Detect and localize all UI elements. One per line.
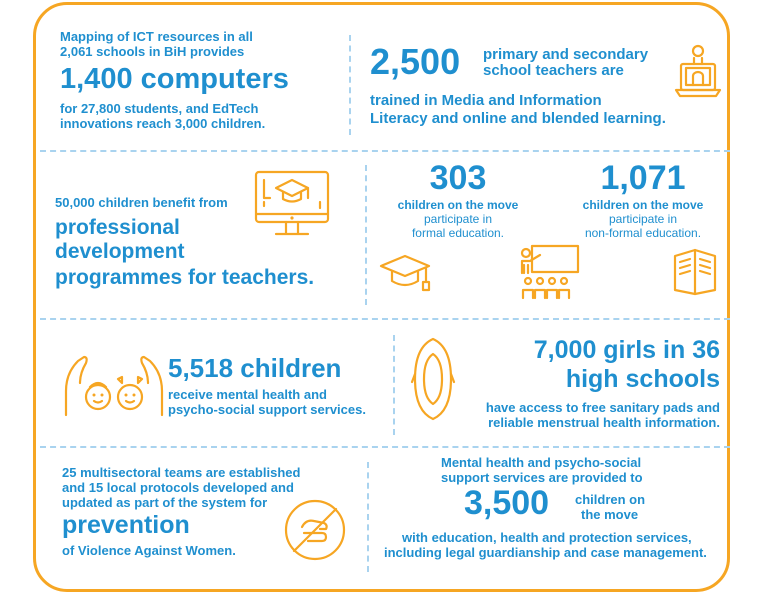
pads-block bbox=[460, 336, 720, 430]
mh-block bbox=[168, 352, 388, 417]
formal-block bbox=[378, 158, 538, 240]
cotm-side1: children on bbox=[575, 492, 646, 507]
formal-line2: formal education. bbox=[411, 226, 505, 240]
teachers-number: 2,500 bbox=[370, 41, 461, 82]
pd-big2: development bbox=[55, 240, 185, 263]
no-violence-icon bbox=[282, 497, 348, 563]
formal-bold: children on the move bbox=[397, 198, 519, 212]
graduation-cap-icon bbox=[378, 253, 432, 293]
pads-big2: high schools bbox=[565, 365, 720, 393]
cotm-line2: support services are provided to bbox=[441, 470, 643, 485]
pd-big3: programmes for teachers. bbox=[55, 266, 315, 289]
monitor-graduation-icon bbox=[252, 168, 332, 248]
pads-big1: 7,000 girls in 36 bbox=[533, 336, 720, 364]
cotm-number: 3,500 bbox=[464, 484, 550, 522]
ict-line3: for 27,800 students, and EdTech bbox=[60, 101, 259, 116]
teachers-line3: trained in Media and Information bbox=[370, 92, 602, 109]
cotm-line3: with education, health and protection services, bbox=[402, 530, 692, 545]
teachers-line1: primary and secondary bbox=[483, 46, 649, 63]
formal-line1: participate in bbox=[423, 212, 493, 226]
nonformal-line1: participate in bbox=[608, 212, 678, 226]
ict-line2: 2,061 schools in BiH provides bbox=[60, 44, 245, 59]
vaw-line4: of Violence Against Women. bbox=[62, 543, 236, 558]
pads-line1: have access to free sanitary pads and bbox=[485, 400, 720, 415]
vdivider-2 bbox=[365, 165, 367, 305]
nonformal-number: 1,071 bbox=[600, 159, 686, 197]
vdivider-3 bbox=[393, 335, 395, 435]
sanitary-pad-icon bbox=[410, 336, 456, 422]
vaw-headline: prevention bbox=[62, 511, 190, 539]
nonformal-block bbox=[558, 158, 728, 240]
cotm-line4: including legal guardianship and case management. bbox=[384, 545, 707, 560]
mh-line2: psycho-social support services. bbox=[168, 402, 366, 417]
book-icon bbox=[670, 246, 720, 296]
pads-line2: reliable menstrual health information. bbox=[488, 415, 720, 430]
pd-big1: professional bbox=[55, 216, 180, 239]
divider-2 bbox=[40, 318, 730, 320]
ict-block bbox=[60, 29, 340, 131]
cotm-side2: the move bbox=[581, 507, 639, 522]
vdivider-1 bbox=[349, 35, 351, 135]
nonformal-bold: children on the move bbox=[582, 198, 704, 212]
vaw-line3: updated as part of the system for bbox=[62, 495, 268, 510]
teachers-line4: Literacy and online and blended learning. bbox=[370, 110, 666, 127]
cotm-line1: Mental health and psycho-social bbox=[441, 455, 642, 470]
pd-line1: 50,000 children benefit from bbox=[55, 195, 228, 210]
ict-line1: Mapping of ICT resources in all bbox=[60, 29, 253, 44]
mh-line1: receive mental health and bbox=[168, 387, 327, 402]
children-hands-icon bbox=[60, 345, 168, 427]
classroom-teacher-icon bbox=[514, 243, 582, 301]
vaw-line2: and 15 local protocols developed and bbox=[62, 480, 294, 495]
divider-3 bbox=[40, 446, 730, 448]
nonformal-line2: non-formal education. bbox=[584, 226, 702, 240]
teachers-line2: school teachers are bbox=[483, 62, 624, 79]
divider-1 bbox=[40, 150, 730, 152]
mh-headline: 5,518 children bbox=[168, 353, 342, 383]
vaw-line1: 25 multisectoral teams are established bbox=[62, 465, 301, 480]
vdivider-4 bbox=[367, 462, 369, 572]
laptop-teacher-icon bbox=[674, 44, 722, 106]
ict-headline: 1,400 computers bbox=[60, 63, 289, 95]
formal-number: 303 bbox=[429, 159, 487, 197]
ict-line4: innovations reach 3,000 children. bbox=[60, 116, 266, 131]
